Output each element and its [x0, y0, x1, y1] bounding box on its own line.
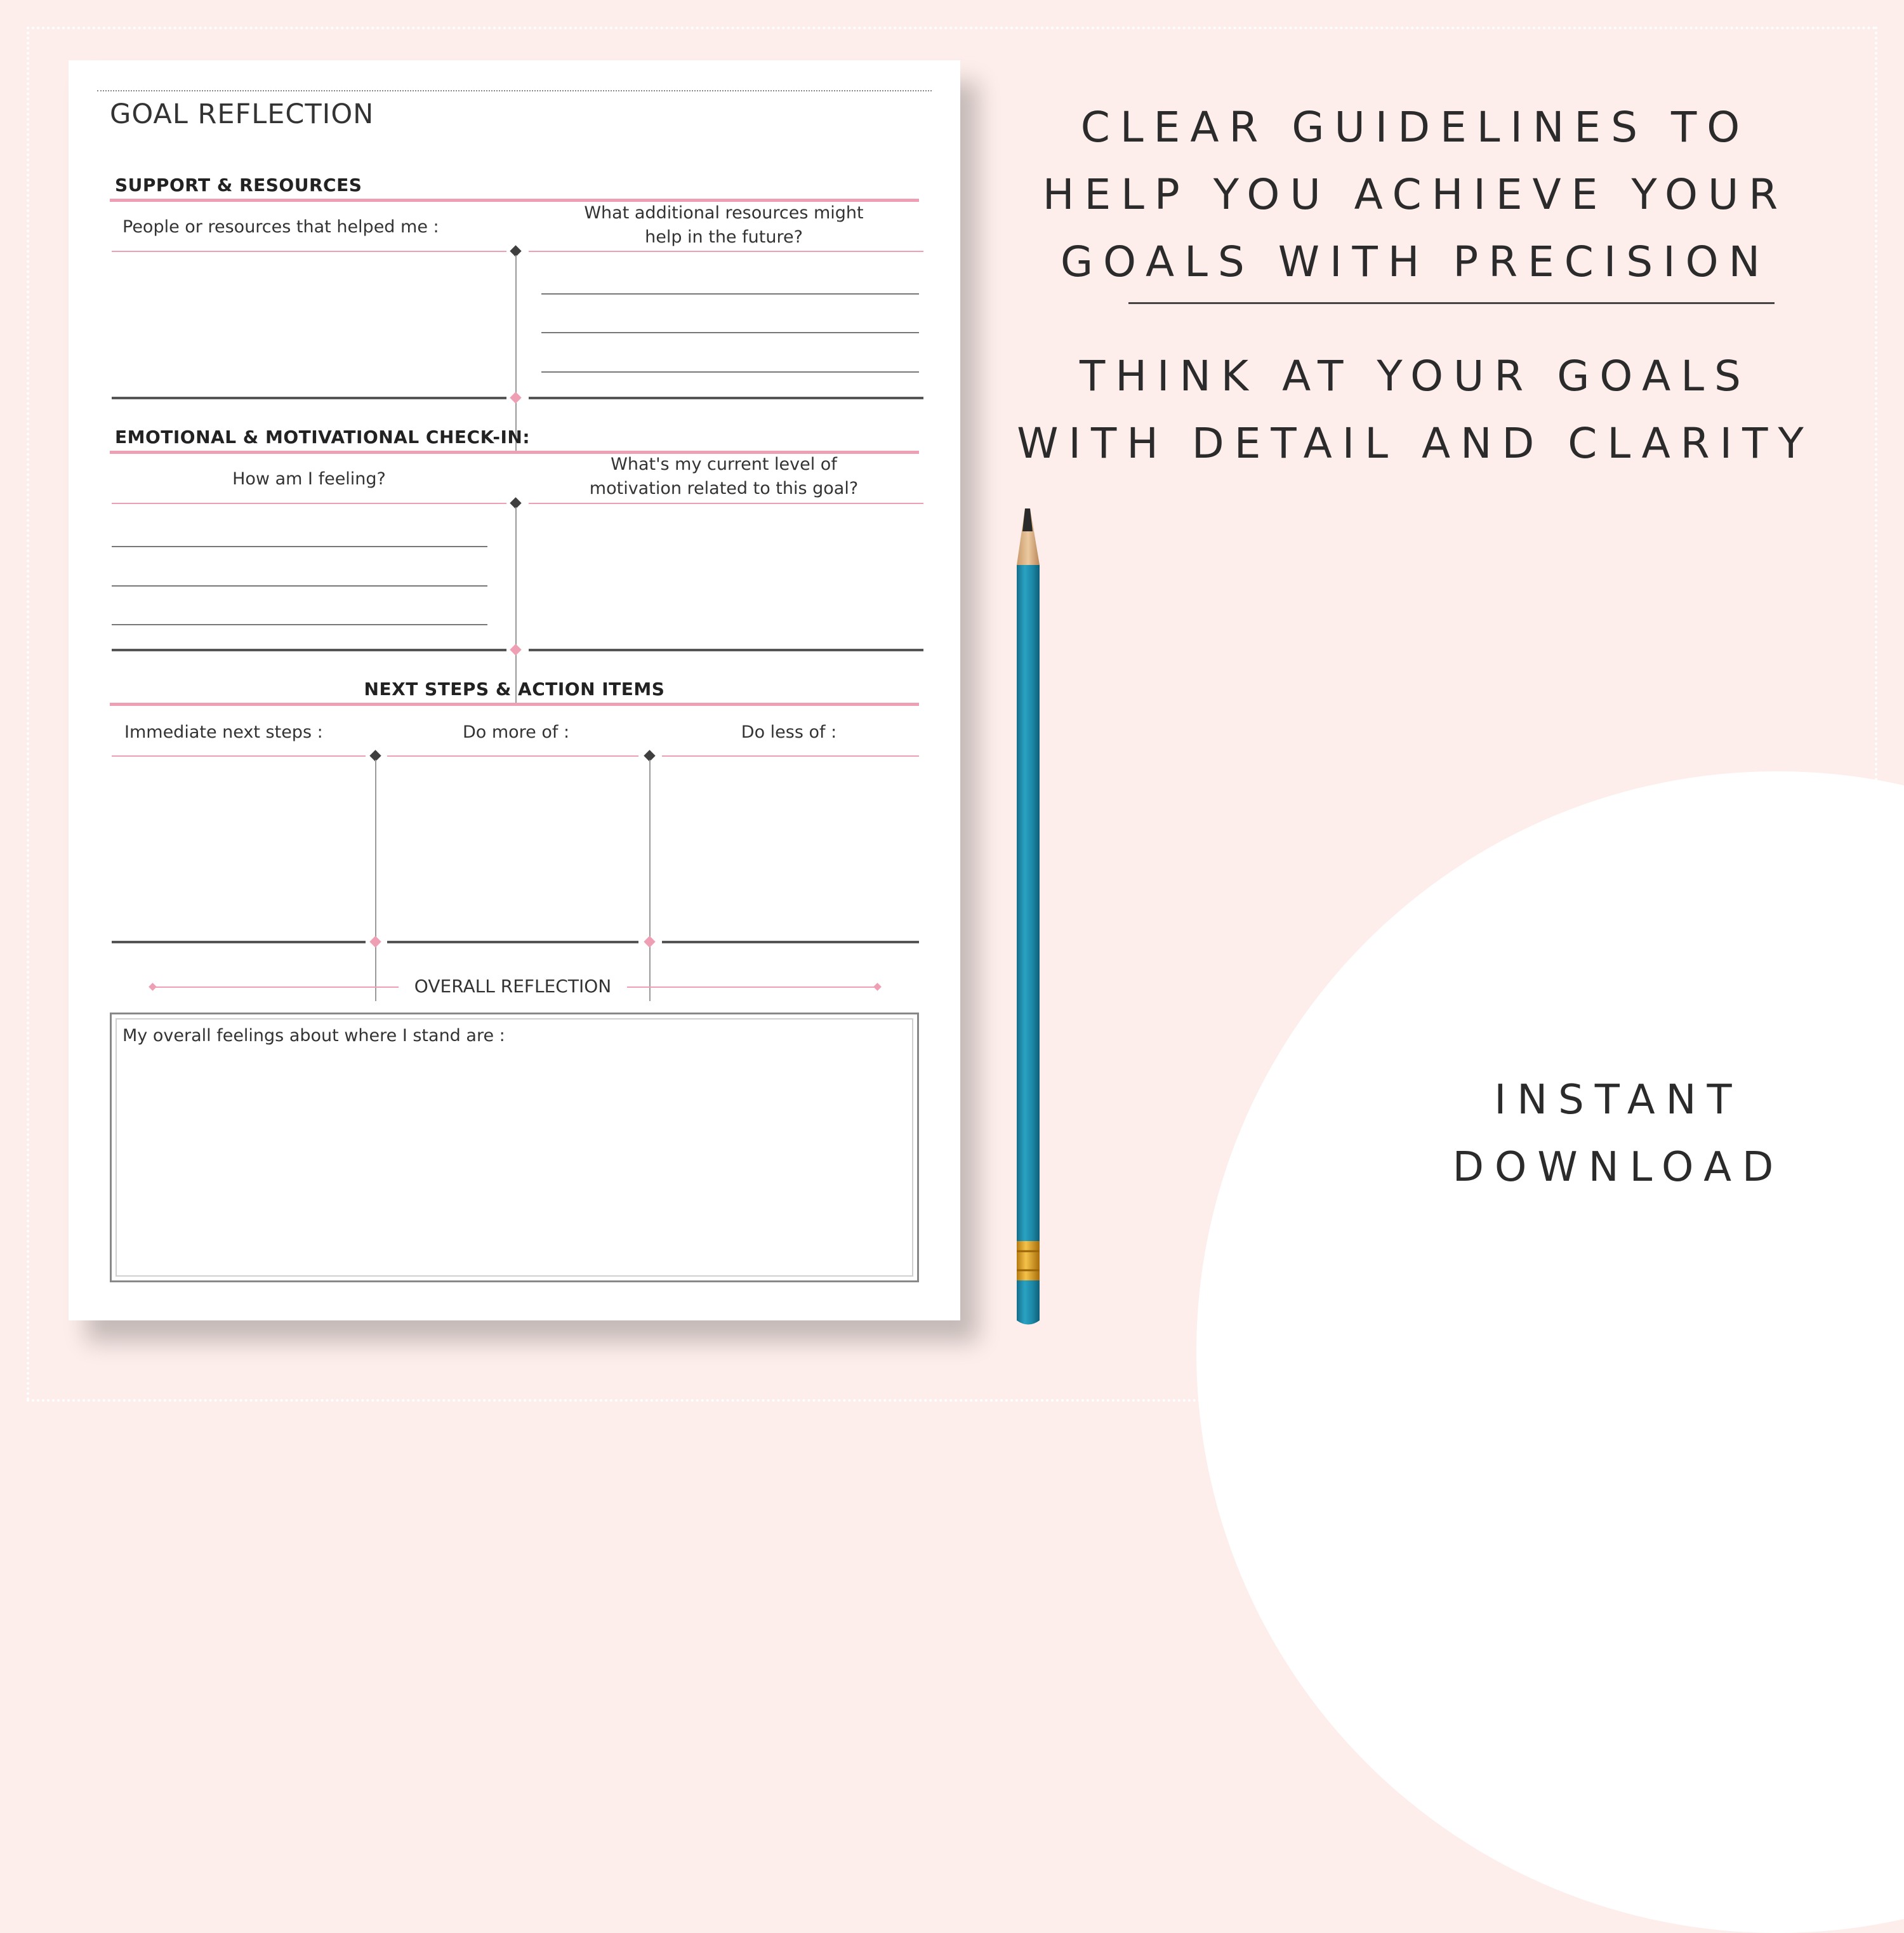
support-left-label-rule: [112, 251, 506, 252]
top-rule: [97, 90, 932, 91]
emotional-right-label: [529, 453, 919, 501]
diamond-marker: [510, 644, 521, 655]
headline-think-line1: THINK AT YOUR GOALS: [1080, 352, 1751, 401]
next-steps-col1-label: Immediate next steps :: [124, 722, 323, 742]
emotional-left-label-rule: [112, 503, 506, 504]
overall-heading: OVERALL REFLECTION: [414, 976, 612, 997]
emotional-left-label: How am I feeling?: [232, 469, 386, 489]
emotional-right-label-line2: motivation related to this goal?: [589, 479, 859, 498]
next-steps-divider: [649, 760, 651, 1001]
next-steps-bottom-rule: [662, 941, 919, 943]
next-steps-heading: [110, 679, 919, 700]
support-write-line[interactable]: [541, 371, 919, 373]
next-steps-heading-text: NEXT STEPS & ACTION ITEMS: [364, 679, 665, 700]
badge-line1: INSTANT: [1494, 1077, 1743, 1124]
next-steps-col1-rule: [112, 755, 366, 757]
next-steps-col3-rule: [662, 755, 919, 757]
emotional-heading: EMOTIONAL & MOTIVATIONAL CHECK-IN:: [115, 427, 531, 448]
emotional-bottom-rule: [529, 649, 923, 651]
headline-guidelines-line2: HELP YOU ACHIEVE YOUR: [1042, 170, 1788, 219]
badge-line2: DOWNLOAD: [1452, 1144, 1785, 1191]
emotional-right-label-rule: [529, 503, 923, 504]
worksheet-page: [69, 60, 960, 1320]
next-steps-divider: [375, 760, 376, 1001]
diamond-marker: [873, 983, 882, 991]
support-bottom-rule: [529, 397, 923, 399]
overall-reflection-box[interactable]: [110, 1013, 919, 1282]
emotional-right-label-line1: What's my current level of: [611, 455, 837, 474]
emotional-divider: [515, 507, 517, 704]
headline-guidelines: [990, 94, 1841, 296]
diamond-marker: [149, 983, 157, 991]
support-divider: [515, 255, 517, 452]
emotional-write-line[interactable]: [112, 546, 487, 547]
instant-download-badge: [1390, 1066, 1847, 1201]
headline-separator: [1128, 302, 1775, 304]
next-steps-bottom-rule: [387, 941, 638, 943]
support-right-label-line1: What additional resources might: [584, 203, 864, 223]
diamond-marker: [644, 936, 655, 947]
support-heading: SUPPORT & RESOURCES: [115, 175, 362, 196]
headline-guidelines-line3: GOALS WITH PRECISION: [1061, 237, 1770, 286]
worksheet-title: GOAL REFLECTION: [110, 98, 374, 130]
support-right-label-line2: help in the future?: [645, 227, 803, 247]
support-right-label-rule: [529, 251, 923, 252]
emotional-write-line[interactable]: [112, 624, 487, 625]
pencil-image: [1003, 505, 1054, 1336]
next-steps-col2-label: Do more of :: [462, 722, 570, 742]
headline-think-line2: WITH DETAIL AND CLARITY: [1017, 419, 1814, 468]
headline-guidelines-line1: CLEAR GUIDELINES TO: [1080, 103, 1750, 152]
overall-reflection-prompt: My overall feelings about where I stand are :: [122, 1026, 505, 1046]
decorative-circle: [1196, 771, 1904, 1933]
support-right-label: [529, 201, 919, 249]
headline-think: [990, 343, 1841, 477]
emotional-bottom-rule: [112, 649, 506, 651]
overall-reflection-inner-border: [116, 1018, 913, 1277]
emotional-write-line[interactable]: [112, 585, 487, 587]
next-steps-bottom-rule: [112, 941, 366, 943]
next-steps-col2-rule: [387, 755, 638, 757]
support-bottom-rule: [112, 397, 506, 399]
diamond-marker: [510, 392, 521, 403]
overall-heading-rule-left: [154, 986, 399, 988]
support-left-label: People or resources that helped me :: [122, 217, 439, 237]
support-write-line[interactable]: [541, 293, 919, 295]
next-steps-heading-rule: [110, 703, 919, 706]
diamond-marker: [369, 936, 381, 947]
overall-heading-rule-right: [627, 986, 875, 988]
next-steps-col3-label: Do less of :: [741, 722, 837, 742]
support-write-line[interactable]: [541, 332, 919, 333]
